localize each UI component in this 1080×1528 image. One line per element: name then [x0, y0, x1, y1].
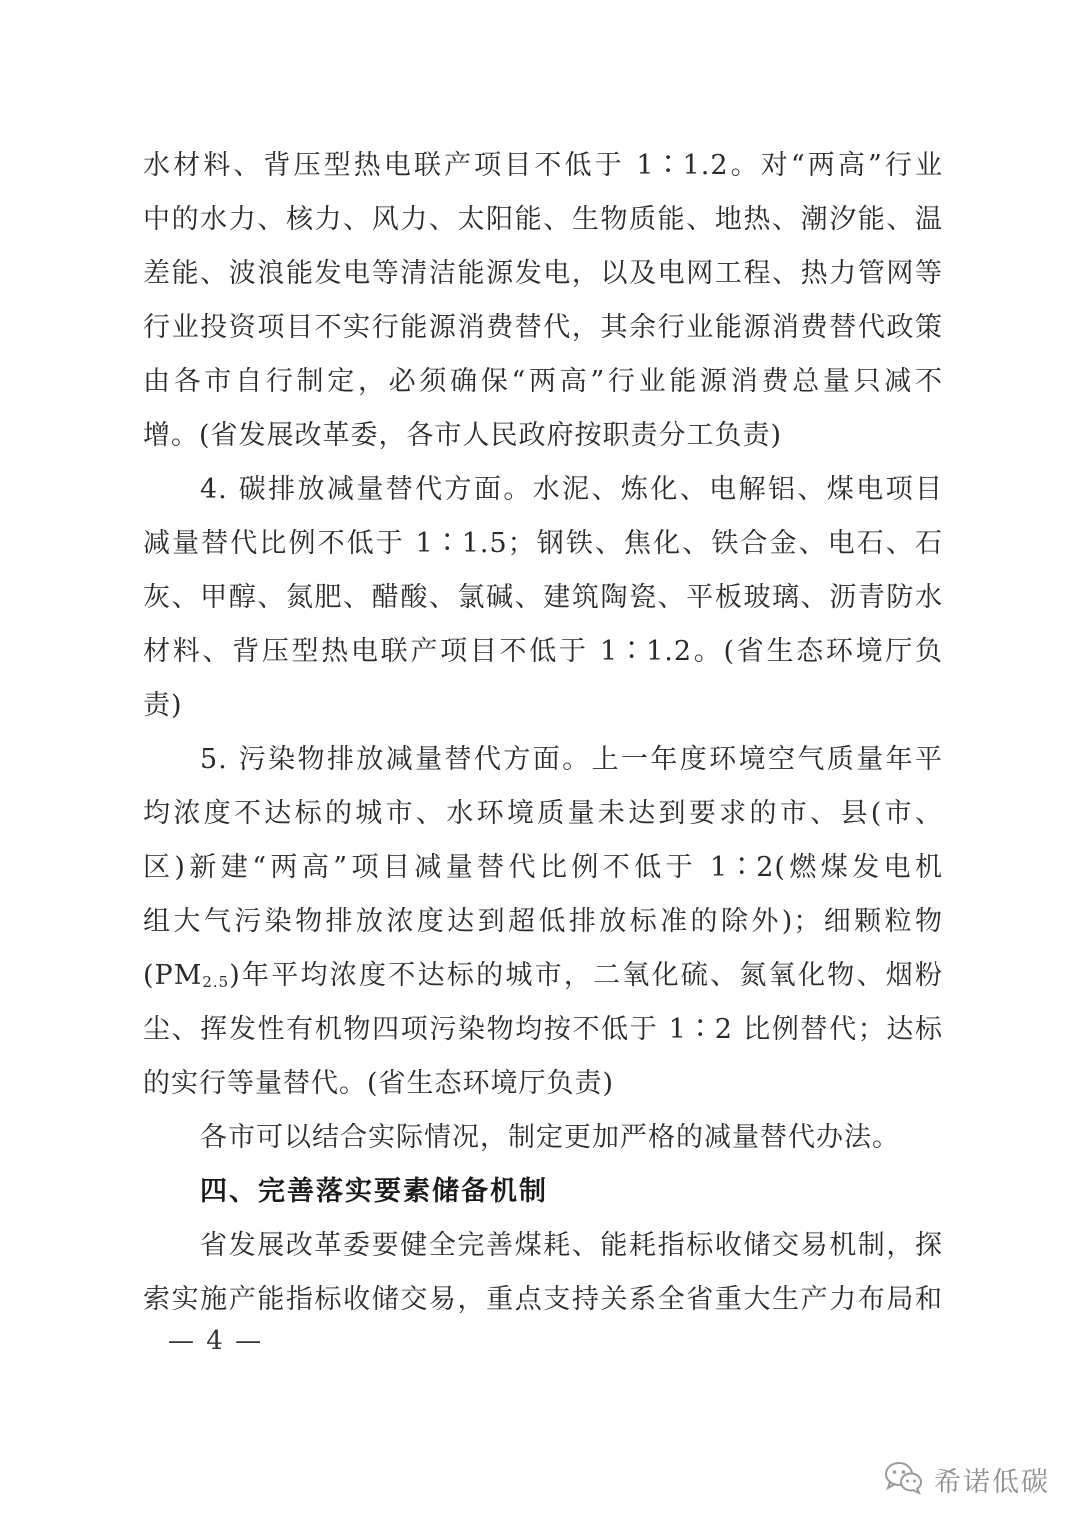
text-line: 材料、背压型热电联产项目不低于 1∶1.2。(省生态环境厅负 [143, 636, 943, 667]
pm-prefix: (PM [143, 960, 203, 991]
text-line: 责) [143, 690, 183, 721]
text-line: 组大气污染物排放浓度达到超低排放标准的除外)；细颗粒物 [143, 906, 943, 937]
text-line: 4. 碳排放减量替代方面。水泥、炼化、电解铝、煤电项目 [200, 474, 943, 505]
wechat-icon [884, 1461, 924, 1499]
text-line: 省发展改革委要健全完善煤耗、能耗指标收储交易机制，探 [200, 1230, 943, 1261]
watermark [884, 1460, 1050, 1499]
text-line: 各市可以结合实际情况，制定更加严格的减量替代办法。 [200, 1122, 900, 1153]
text-line: 中的水力、核力、风力、太阳能、生物质能、地热、潮汐能、温 [143, 204, 943, 235]
text-line: 尘、挥发性有机物四项污染物均按不低于 1∶2 比例替代；达标 [143, 1014, 943, 1045]
text-line: 差能、波浪能发电等清洁能源发电，以及电网工程、热力管网等 [143, 258, 943, 289]
text-line: 减量替代比例不低于 1∶1.5；钢铁、焦化、铁合金、电石、石 [143, 528, 943, 559]
text-line: 的实行等量替代。(省生态环境厅负责) [143, 1068, 615, 1099]
text-line: 增。(省发展改革委，各市人民政府按职责分工负责) [143, 420, 783, 451]
watermark-text: 希诺低碳 [934, 1467, 1050, 1498]
text-line: 由各市自行制定，必须确保“两高”行业能源消费总量只减不 [143, 366, 943, 397]
text-line: 5. 污染物排放减量替代方面。上一年度环境空气质量年平 [200, 744, 943, 775]
text-line: 索实施产能指标收储交易，重点支持关系全省重大生产力布局和 [143, 1284, 943, 1315]
text-line: 行业投资项目不实行能源消费替代，其余行业能源消费替代政策 [143, 312, 943, 343]
text-line: 区)新建“两高”项目减量替代比例不低于 1∶2(燃煤发电机 [143, 852, 943, 883]
section-heading: 四、完善落实要素储备机制 [200, 1176, 548, 1207]
page-number: — 4 — [168, 1326, 264, 1356]
text-line: 灰、甲醇、氮肥、醋酸、氯碱、建筑陶瓷、平板玻璃、沥青防水 [143, 582, 943, 613]
pm-subscript: 2.5 [202, 973, 230, 991]
pm-suffix: )年平均浓度不达标的城市，二氧化硫、氮氧化物、烟粉 [229, 960, 943, 991]
text-line: 均浓度不达标的城市、水环境质量未达到要求的市、县(市、 [143, 798, 943, 829]
text-line: 水材料、背压型热电联产项目不低于 1∶1.2。对“两高”行业 [143, 150, 943, 181]
pm25-line [143, 960, 943, 998]
